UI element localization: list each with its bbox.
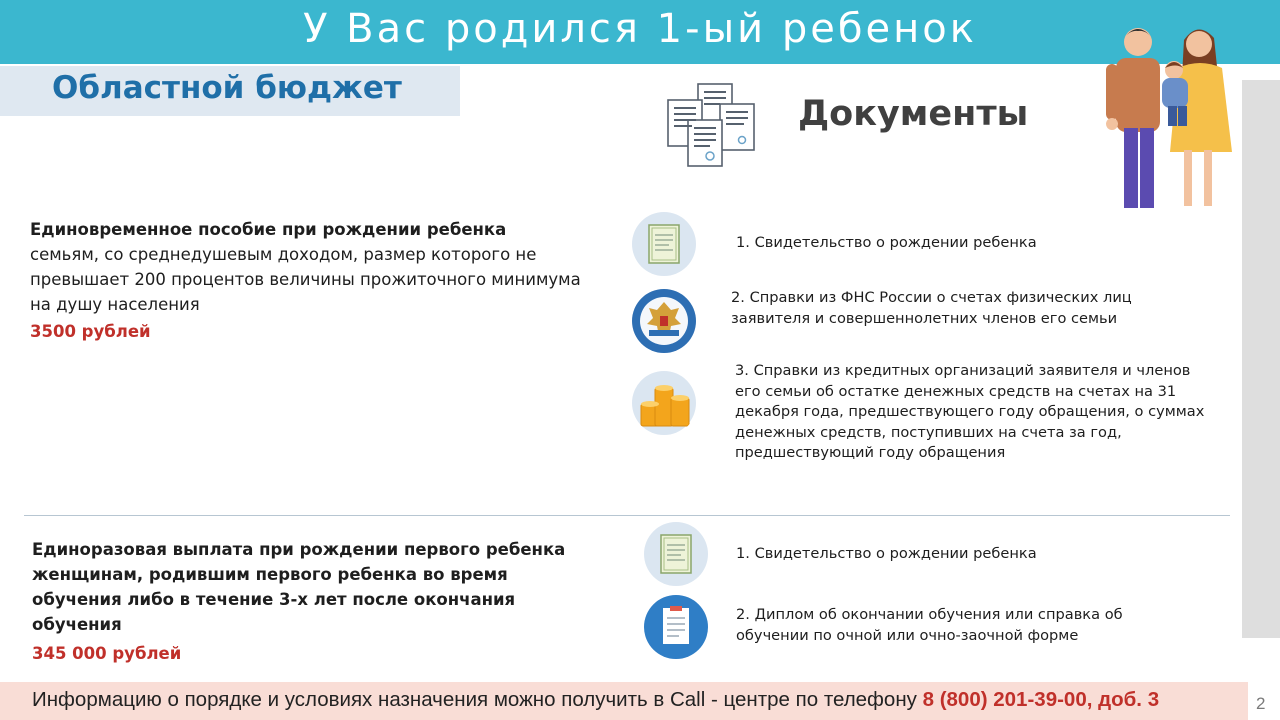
footer-phone: 8 (800) 201-39-00, доб. 3	[922, 688, 1160, 711]
benefit-1-title: Единовременное пособие при рождении ребенка	[30, 220, 507, 239]
side-bar-decoration	[1242, 80, 1280, 638]
benefit-2-title: Единоразовая выплата при рождении первого ребенка женщинам, родившим первого ребенка во время обучения либо в течение 3-х лет после окончания обучения	[32, 540, 566, 634]
benefit-2	[32, 538, 572, 638]
section-label: Областной бюджет	[52, 70, 402, 106]
documents-icon	[664, 82, 758, 172]
section-divider	[24, 515, 1230, 516]
birth-certificate-icon	[631, 211, 697, 277]
birth-certificate-icon	[643, 521, 709, 587]
page-number: 2	[1256, 694, 1266, 713]
documents-heading: Документы	[798, 94, 1029, 134]
slide-title: У Вас родился 1-ый ребенок	[303, 6, 977, 52]
family-illustration	[1098, 20, 1238, 212]
benefit-1-document-1: 1. Свидетельство о рождении ребенка	[736, 234, 1037, 251]
benefit-2-amount: 345 000 рублей	[32, 644, 182, 663]
benefit-1-document-2: 2. Справки из ФНС России о счетах физических лиц заявителя и совершеннолетних членов его семьи	[731, 289, 1132, 327]
benefit-1-amount: 3500 рублей	[30, 322, 151, 341]
coins-icon	[631, 370, 697, 436]
benefit-1-document-3: 3. Справки из кредитных организаций заявителя и членов его семьи об остатке денежных средств на счетах на 31 декабря года, предшествующего году обращения, о суммах денежных средств, поступивших на счета за год, предшествующий году обращения	[735, 362, 1205, 461]
benefit-2-document-2: 2. Диплом об окончании обучения или справка об обучении по очной или очно-заочной форме	[736, 606, 1123, 644]
benefit-1-description: семьям, со среднедушевым доходом, размер которого не превышает 200 процентов величины прожиточного минимума на душу населения	[30, 245, 581, 314]
fns-emblem-icon	[631, 288, 697, 354]
benefit-2-document-1: 1. Свидетельство о рождении ребенка	[736, 545, 1037, 562]
footer-info-text: Информацию о порядке и условиях назначения можно получить в Call - центре по телефону	[32, 688, 917, 711]
footer-info	[32, 688, 1159, 712]
diploma-icon	[643, 594, 709, 660]
benefit-1	[30, 218, 590, 318]
